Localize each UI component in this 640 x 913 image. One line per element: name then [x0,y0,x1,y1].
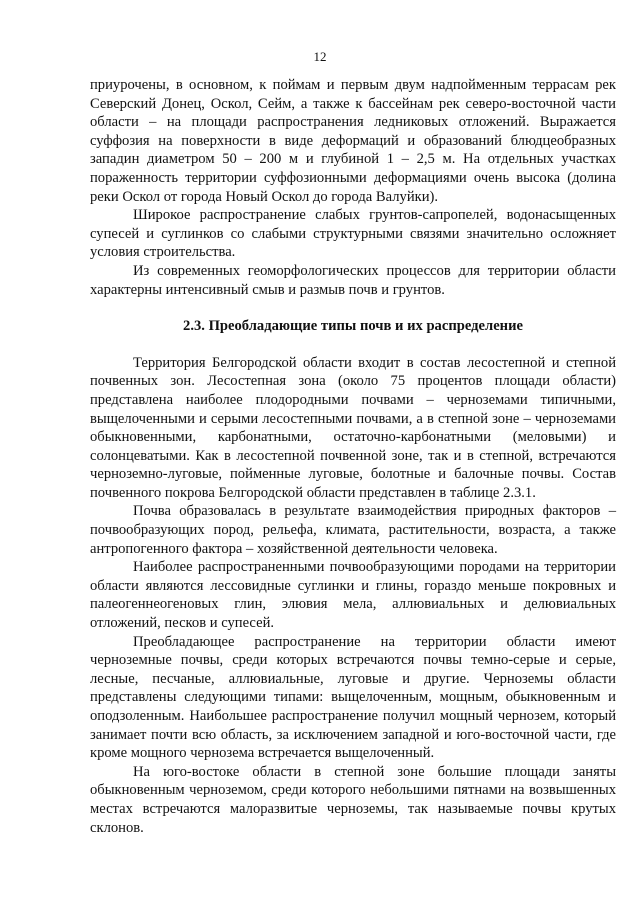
paragraph: Территория Белгородской области входит в состав лесостепной и степной почвенных зон. Лесостепная зона (около 75 процентов площади области) представлена наиболее плодородными почвами – черноземами типичными, выщелоченными и серыми лесостепными почвами, а в степной зоне – черноземами обыкновенными, карбонатными, остаточно-карбонатными (меловыми) и солонцеватыми. Как в лесостепной почвенной зоне, так и в степной, встречаются черноземно-луговые, пойменные луговые, болотные и балочные почвы. Состав почвенного покрова Белгородской области представлен в таблице 2.3.1. [90,354,616,501]
paragraph: Преобладающее распространение на территории области имеют черноземные почвы, среди которых встречаются почвы темно-серые и серые, лесные, песчаные, аллювиальные, луговые и другие. Черноземы области представлены следующими типами: выщелоченным, мощным, обыкновенным и оподзоленным. Наибольшее распространение получил мощный чернозем, который занимает почти всю область, за исключением западной и юго-восточной части, где кроме мощного чернозема встречается выщелоченный. [90,633,616,762]
paragraph: Наиболее распространенными почвообразующими породами на территории области являются лессовидные суглинки и глины, гораздо меньше покровных и палеогеннеогеновых глин, элювия мела, аллювиальных и делювиальных отложений, песков и супесей. [90,559,616,632]
paragraph: Широкое распространение слабых грунтов-сапропелей, водонасыщенных супесей и суглинков со слабыми структурными связями значительно осложняет условия строительства. [90,207,616,261]
section-heading: 2.3. Преобладающие типы почв и их распределение [183,318,523,335]
document-body [90,76,616,837]
page-number: 12 [313,49,327,64]
paragraph: Из современных геоморфологических процессов для территории области характерны интенсивный смыв и размыв почв и грунтов. [90,262,616,298]
paragraph: приурочены, в основном, к поймам и первым двум надпойменным террасам рек Северский Донец, Оскол, Сейм, а также к бассейнам рек северо-восточной части области – на площади распространения ледниковых отложений. Выражается суффозия на поверхности в виде деформаций и образований блюдцеобразных западин диаметром 50 – 200 м и глубиной 1 – 2,5 м. На отдельных участках пораженность территории суффозионными деформациями очень высока (долина реки Оскол от города Новый Оскол до города Валуйки). [90,77,616,205]
paragraph: Почва образовалась в результате взаимодействия природных факторов – почвообразующих пород, рельефа, климата, растительности, возраста, а также антропогенного фактора – хозяйственной деятельности человека. [90,503,616,557]
paragraph: На юго-востоке области в степной зоне большие площади заняты обыкновенным черноземом, среди которого небольшими пятнами на возвышенных местах встречаются малоразвитые черноземы, так называемые почвы крутых склонов. [90,763,616,836]
